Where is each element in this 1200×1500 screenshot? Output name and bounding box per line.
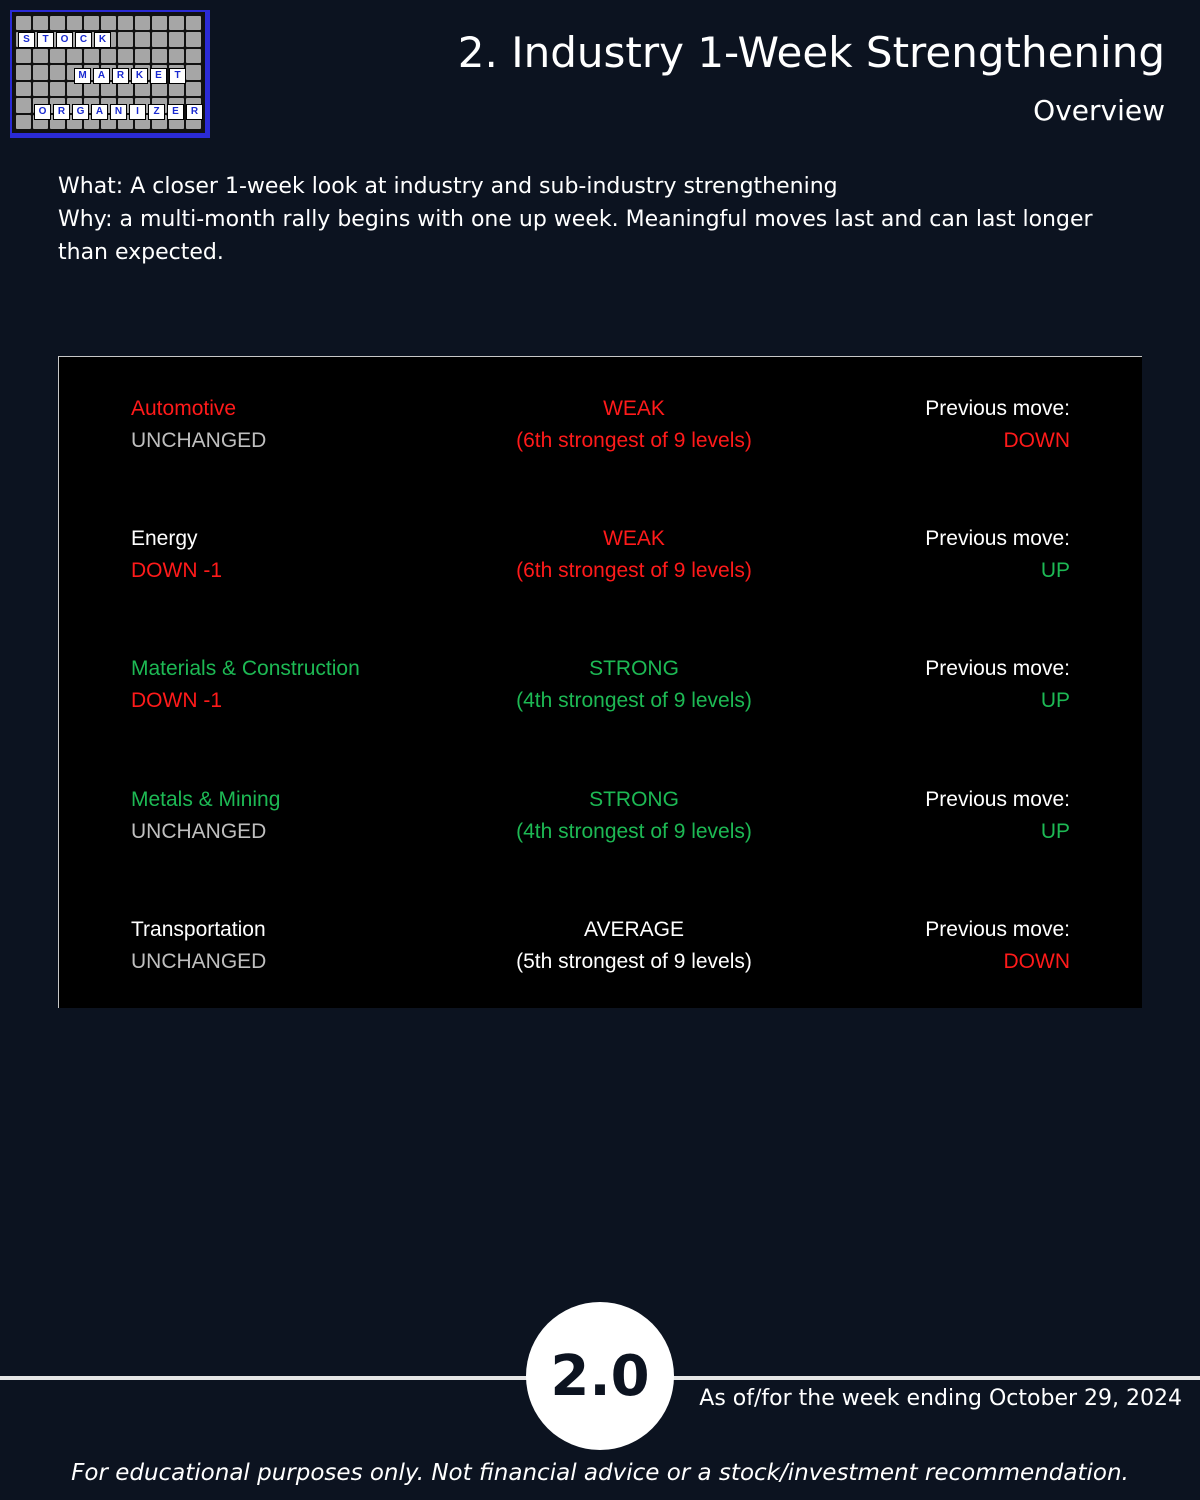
industry-name-col [131,393,266,457]
logo-grid-cell [152,32,167,46]
industry-row [59,523,1142,593]
industry-strength-col [516,784,752,848]
logo-grid-cell [186,49,201,63]
industry-name-col [131,523,222,587]
logo-letter: G [72,104,89,120]
intro-why: Why: a multi-month rally begins with one up week. Meaningful moves last and can last longer than expected. [58,207,1093,265]
industry-row [59,393,1142,463]
logo-letter: Z [148,104,165,120]
logo-grid-cell [16,82,31,96]
previous-move-value: DOWN [1003,950,1070,973]
industry-change: UNCHANGED [131,820,267,843]
logo-grid-cell [152,16,167,30]
industry-rank: (4th strongest of 9 levels) [516,820,752,843]
logo-letter: M [74,68,91,84]
industry-strength-col [516,914,752,978]
intro-text [58,170,1148,269]
logo-word-stock [18,32,111,48]
page-title: 2. Industry 1-Week Strengthening [457,28,1165,77]
logo-word-market [74,68,186,84]
logo-letter: K [131,68,148,84]
logo-grid-cell [135,16,150,30]
logo-grid-cell [50,16,65,30]
industry-strength-col [516,653,752,717]
as-of-date: As of/for the week ending October 29, 2024 [699,1386,1182,1411]
industry-change: DOWN -1 [131,559,222,582]
logo-letter: S [18,32,35,48]
industry-name: Energy [131,527,198,550]
logo-grid-cell [169,49,184,63]
logo-letter: A [93,68,110,84]
logo-grid-cell [118,32,133,46]
logo-grid-cell [33,82,48,96]
industry-rank: (6th strongest of 9 levels) [516,429,752,452]
logo-grid-cell [33,49,48,63]
logo-letter: T [169,68,186,84]
logo-letter: I [129,104,146,120]
intro-what: What: A closer 1-week look at industry and sub-industry strengthening [58,174,838,199]
logo-letter: E [167,104,184,120]
logo-grid-cell [152,49,167,63]
logo-grid-cell [50,65,65,79]
logo-letter: A [91,104,108,120]
logo-grid-cell [33,16,48,30]
logo-letter: E [150,68,167,84]
logo-grid-cell [135,49,150,63]
industry-change: UNCHANGED [131,950,267,973]
logo-letter: T [37,32,54,48]
industry-name: Transportation [131,918,266,941]
logo-grid-cell [135,32,150,46]
logo-grid-cell [169,16,184,30]
industry-rank: (6th strongest of 9 levels) [516,559,752,582]
industry-name-col [131,784,280,848]
industry-name: Materials & Construction [131,657,360,680]
industry-strength: WEAK [603,527,665,550]
logo-grid-cell [16,65,31,79]
logo-grid-cell [101,49,116,63]
industry-strength-panel [58,356,1142,1008]
industry-previous-col [925,393,1070,457]
industry-name-col [131,914,266,978]
industry-strength-col [516,393,752,457]
logo-grid-cell [118,49,133,63]
logo-grid-cell [50,49,65,63]
disclaimer: For educational purposes only. Not financial advice or a stock/investment recommendation. [71,1460,1129,1486]
logo-grid-cell [16,98,31,112]
industry-change: UNCHANGED [131,429,267,452]
logo-letter: R [112,68,129,84]
logo-grid-cell [118,16,133,30]
stock-market-organizer-logo [10,10,210,138]
logo-grid-cell [84,16,99,30]
previous-move-label: Previous move: [925,527,1070,550]
industry-row [59,784,1142,854]
previous-move-label: Previous move: [925,918,1070,941]
industry-strength: WEAK [603,397,665,420]
industry-rank: (5th strongest of 9 levels) [516,950,752,973]
industry-name: Metals & Mining [131,788,281,811]
industry-strength: STRONG [589,788,679,811]
industry-strength: STRONG [589,657,679,680]
logo-grid-cell [186,32,201,46]
industry-name-col [131,653,360,717]
logo-grid-cell [16,115,31,129]
industry-previous-col [925,653,1070,717]
logo-grid-cell [186,82,201,96]
industry-strength-col [516,523,752,587]
logo-grid-cell [67,16,82,30]
logo-grid-cell [16,16,31,30]
logo-letter: C [75,32,92,48]
industry-row [59,653,1142,723]
previous-move-label: Previous move: [925,788,1070,811]
page-subtitle: Overview [1033,94,1165,127]
previous-move-value: UP [1040,820,1070,843]
industry-row [59,914,1142,984]
logo-grid-cell [67,49,82,63]
previous-move-label: Previous move: [925,397,1070,420]
industry-change: DOWN -1 [131,689,222,712]
industry-strength: AVERAGE [584,918,684,941]
logo-letter: K [94,32,111,48]
logo-grid-cell [186,65,201,79]
logo-word-organizer [34,104,203,120]
previous-move-value: DOWN [1003,429,1070,452]
industry-previous-col [925,914,1070,978]
logo-grid-cell [169,32,184,46]
section-number-badge: 2.0 [526,1302,674,1450]
logo-letter: O [34,104,51,120]
industry-rank: (4th strongest of 9 levels) [516,689,752,712]
logo-grid-cell [84,49,99,63]
industry-previous-col [925,523,1070,587]
industry-name: Automotive [131,397,237,420]
industry-previous-col [925,784,1070,848]
previous-move-value: UP [1040,689,1070,712]
logo-letter: O [56,32,73,48]
logo-letter: N [110,104,127,120]
logo-grid-cell [186,16,201,30]
logo-grid-cell [33,65,48,79]
logo-grid-cell [50,82,65,96]
logo-letter: R [186,104,203,120]
logo-grid-cell [101,16,116,30]
previous-move-value: UP [1040,559,1070,582]
logo-grid-cell [16,49,31,63]
previous-move-label: Previous move: [925,657,1070,680]
logo-letter: R [53,104,70,120]
